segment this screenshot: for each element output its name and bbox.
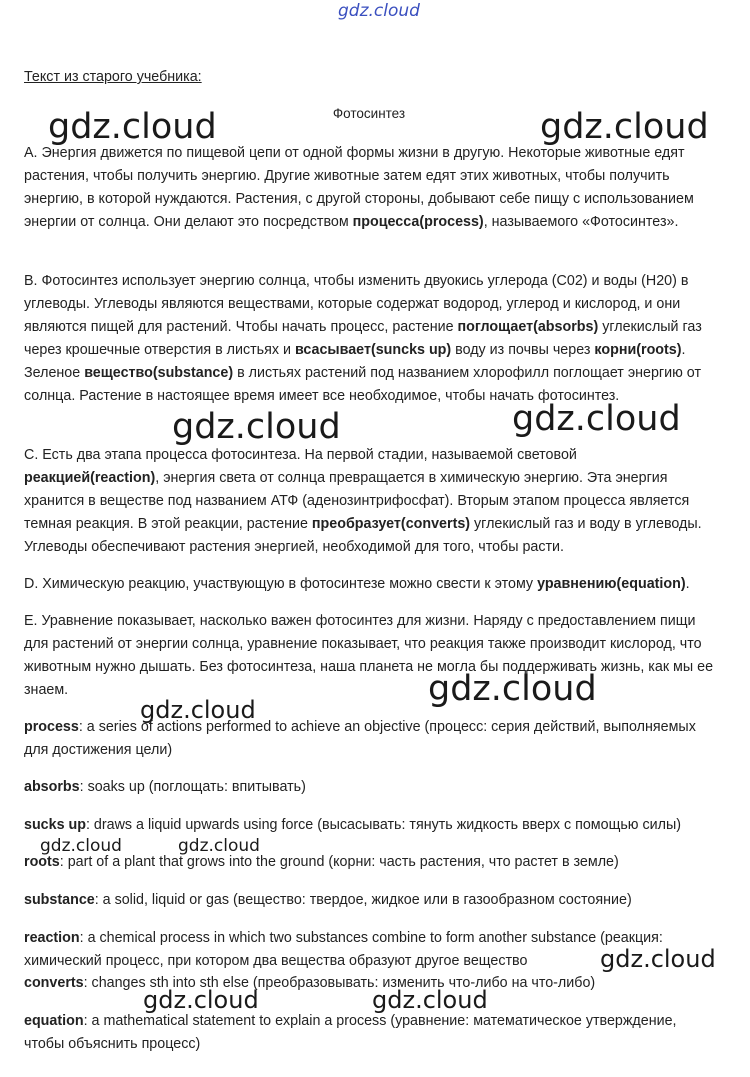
watermark: gdz.cloud [540, 107, 709, 147]
glossary-term: process [24, 719, 79, 735]
glossary-entry [24, 776, 714, 799]
glossary-term: equation [24, 1013, 84, 1029]
term-roots: корни(roots) [594, 342, 682, 358]
term-reaction: реакцией(reaction) [24, 470, 156, 486]
glossary-term: converts [24, 975, 84, 991]
glossary-definition: : a mathematical statement to explain a process (уравнение: математическое утверждение, чтобы объяснить процесс) [24, 1013, 677, 1052]
term-substance: вещество(substance) [84, 365, 234, 381]
paragraph-b: B. Фотосинтез использует энергию солнца, чтобы изменить двуокись углерода (C02) и воды (H20) в углеводы. Углеводы являются веществами, которые содержат водород, углерод и кислород, и они являются пищей для растений. Чтобы начать процесс, растение поглощает(absorbs) углекислый газ через крошечные отверстия в листьях и всасывает(suncks up) воду из почвы через корни(roots). Зеленое вещество(substance) в листьях растений под названием хлорофилл поглощает энергию от солнца. Растение в настоящее время имеет все необходимое, чтобы начать фотосинтез. [24, 273, 702, 404]
glossary-entry [24, 927, 714, 973]
glossary-definition: : draws a liquid upwards using force (высасывать: тянуть жидкость вверх с помощью силы) [85, 817, 681, 833]
watermark: gdz.cloud [143, 986, 259, 1014]
watermark: gdz.cloud [600, 945, 716, 973]
glossary-term: reaction [24, 930, 80, 946]
watermark: gdz.cloud [512, 399, 681, 439]
glossary-definition: : a series of actions performed to achieve an objective (процесс: серия действий, выполняемых для достижения цели) [24, 719, 696, 758]
glossary-entry [24, 851, 714, 874]
glossary-term: substance [24, 892, 95, 908]
glossary-entry [24, 716, 714, 762]
watermark: gdz.cloud [48, 107, 217, 147]
watermark: gdz.cloud [372, 986, 488, 1014]
watermark: gdz.cloud [428, 669, 597, 709]
paragraph-a: A. Энергия движется по пищевой цепи от одной формы жизни в другую. Некоторые животные едят растения, чтобы получить энергию. Другие животные затем едят этих животных, чтобы получить энергию, в которой нуждаются. Растения, с другой стороны, добывают себе пищу с использованием энергии от солнца. Они делают это посредством процесса(process), называемого «Фотосинтез». [24, 145, 694, 230]
glossary-entry [24, 1010, 714, 1056]
glossary-entry [24, 889, 714, 912]
page-heading: Текст из старого учебника: [24, 69, 202, 85]
glossary-definition: : soaks up (поглощать: впитывать) [79, 779, 306, 795]
watermark: gdz.cloud [140, 696, 256, 724]
glossary-term: absorbs [24, 779, 80, 795]
glossary-definition: : part of a plant that grows into the ground (корни: часть растения, что растет в земле) [59, 854, 619, 870]
term-absorbs: поглощает(absorbs) [457, 319, 599, 335]
watermark: gdz.cloud [40, 836, 122, 856]
paragraph-e: E. Уравнение показывает, насколько важен фотосинтез для жизни. Наряду с предоставлением пищи для растений от энергии солнца, уравнение показывает, что реакция также производит кислород, что животным нужно дышать. Без фотосинтеза, наша планета не могла бы поддерживать жизнь, как мы ее знаем. [24, 613, 714, 698]
term-converts: преобразует(converts) [311, 516, 471, 532]
document-title: Фотосинтез [332, 106, 406, 121]
watermark: gdz.cloud [178, 836, 260, 856]
paragraph-c: C. Есть два этапа процесса фотосинтеза. На первой стадии, называемой световой реакцией(reaction), энергия света от солнца превращается в химическую энергию. Эта энергия хранится в веществе под названием АТФ (аденозинтрифосфат). Вторым этапом процесса является темная реакция. В этой реакции, растение преобразует(converts) углекислый газ и воду в углеводы. Углеводы обеспечивают растения энергией, необходимой для того, чтобы расти. [24, 447, 702, 555]
glossary-term: sucks up [24, 817, 86, 833]
watermark: gdz.cloud [172, 407, 341, 447]
glossary-definition: : a chemical process in which two substances combine to form another substance (реакция: химический процесс, при котором два вещества образуют другое вещество [24, 930, 663, 969]
paragraph-d: D. Химическую реакцию, участвующую в фотосинтезе можно свести к этому уравнению(equation). [24, 576, 690, 592]
term-sucks-up: всасывает(suncks up) [294, 342, 452, 358]
glossary-entry [24, 814, 714, 837]
glossary-term: roots [24, 854, 60, 870]
glossary-definition: : changes sth into sth else (преобразовывать: изменить что-либо на что-либо) [83, 975, 596, 991]
term-process: процесса(process) [352, 214, 484, 230]
glossary-entry [24, 972, 714, 995]
watermark-top: gdz.cloud [338, 1, 420, 21]
glossary-definition: : a solid, liquid or gas (вещество: твердое, жидкое или в газообразном состояние) [94, 892, 632, 908]
term-equation: уравнению(equation) [537, 576, 686, 592]
